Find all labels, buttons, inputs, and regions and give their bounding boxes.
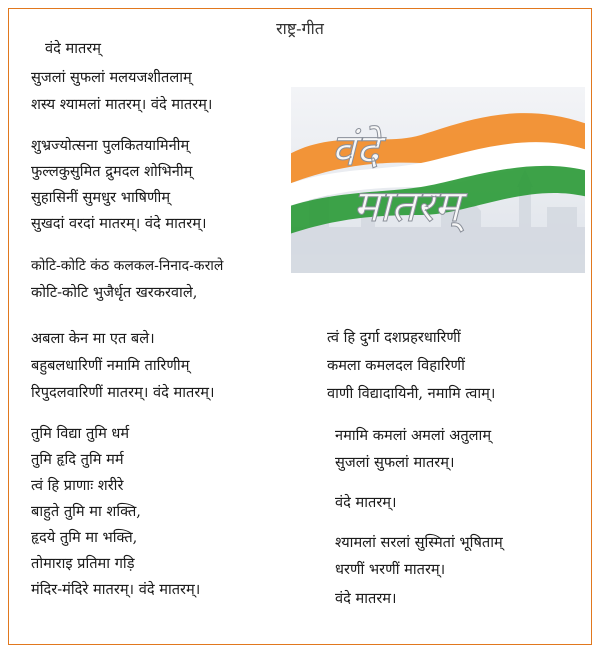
poem-line: मंदिर-मंदिरे मातरम्। वंदे मातरम्। [31, 581, 201, 598]
poem-page [8, 8, 592, 645]
poem-line: सुजलां सुफलां मातरम्। [335, 454, 455, 471]
poem-line: तुमि हृदि तुमि मर्म [31, 451, 124, 468]
poem-line: नमामि कमलां अमलां अतुलाम् [335, 427, 492, 444]
poem-line: वंदे मातरम्। [335, 494, 397, 511]
poem-line: बहुबलधारिणीं नमामि तारिणीम् [31, 357, 190, 374]
poem-line: रिपुदलवारिणीं मातरम्। वंदे मातरम्। [31, 384, 215, 401]
poem-line: कोटि-कोटि भुजैर्धृत खरकरवाले, [31, 284, 198, 301]
banner-text-top: वंदे [331, 125, 379, 176]
poem-line: कोटि-कोटि कंठ कलकल-निनाद-कराले [31, 258, 224, 274]
poem-line: सुजलां सुफलां मलयजशीतलाम् [31, 69, 192, 86]
poem-line: सुहासिनीं सुमधुर भाषिणीम् [31, 189, 171, 206]
poem-line: शुभ्रज्योत्सना पुलकितयामिनीम् [31, 137, 190, 154]
poem-line: धरणीं भरणीं मातरम्। [335, 561, 446, 578]
banner-artwork [291, 87, 585, 273]
poem-line: तोमाराइ प्रतिमा गड़ि [31, 555, 135, 572]
poem-line: त्वं हि प्राणाः शरीरे [31, 477, 124, 494]
poem-line: वंदे मातरम। [335, 590, 397, 607]
poem-line: श्यामलां सरलां सुस्मितां भूषिताम् [335, 534, 503, 551]
poem-line: कमला कमलदल विहारिणीं [327, 357, 465, 374]
poem-line: बाहुते तुमि मा शक्ति, [31, 503, 141, 520]
banner-text-bottom: मातरम् [353, 181, 461, 232]
poem-line: अबला केन मा एत बले। [31, 330, 155, 347]
vande-mataram-banner [291, 87, 585, 273]
page-title: राष्ट्र-गीत [276, 19, 324, 38]
poem-line: वाणी विद्यादायिनी, नमामि त्वाम्। [327, 385, 496, 402]
poem-line: तुमि विद्या तुमि धर्म [31, 425, 130, 442]
poem-line: वंदे मातरम् [45, 40, 102, 57]
poem-line: त्वं हि दुर्गा दशप्रहरधारिणीं [327, 329, 461, 346]
poem-line: फुल्लकुसुमित द्रुमदल शोभिनीम् [31, 163, 193, 180]
poem-line: हृदये तुमि मा भक्ति, [31, 529, 138, 546]
poem-line: शस्य श्यामलां मातरम्। वंदे मातरम्। [31, 96, 213, 113]
poem-line: सुखदां वरदां मातरम्। वंदे मातरम्। [31, 215, 207, 232]
